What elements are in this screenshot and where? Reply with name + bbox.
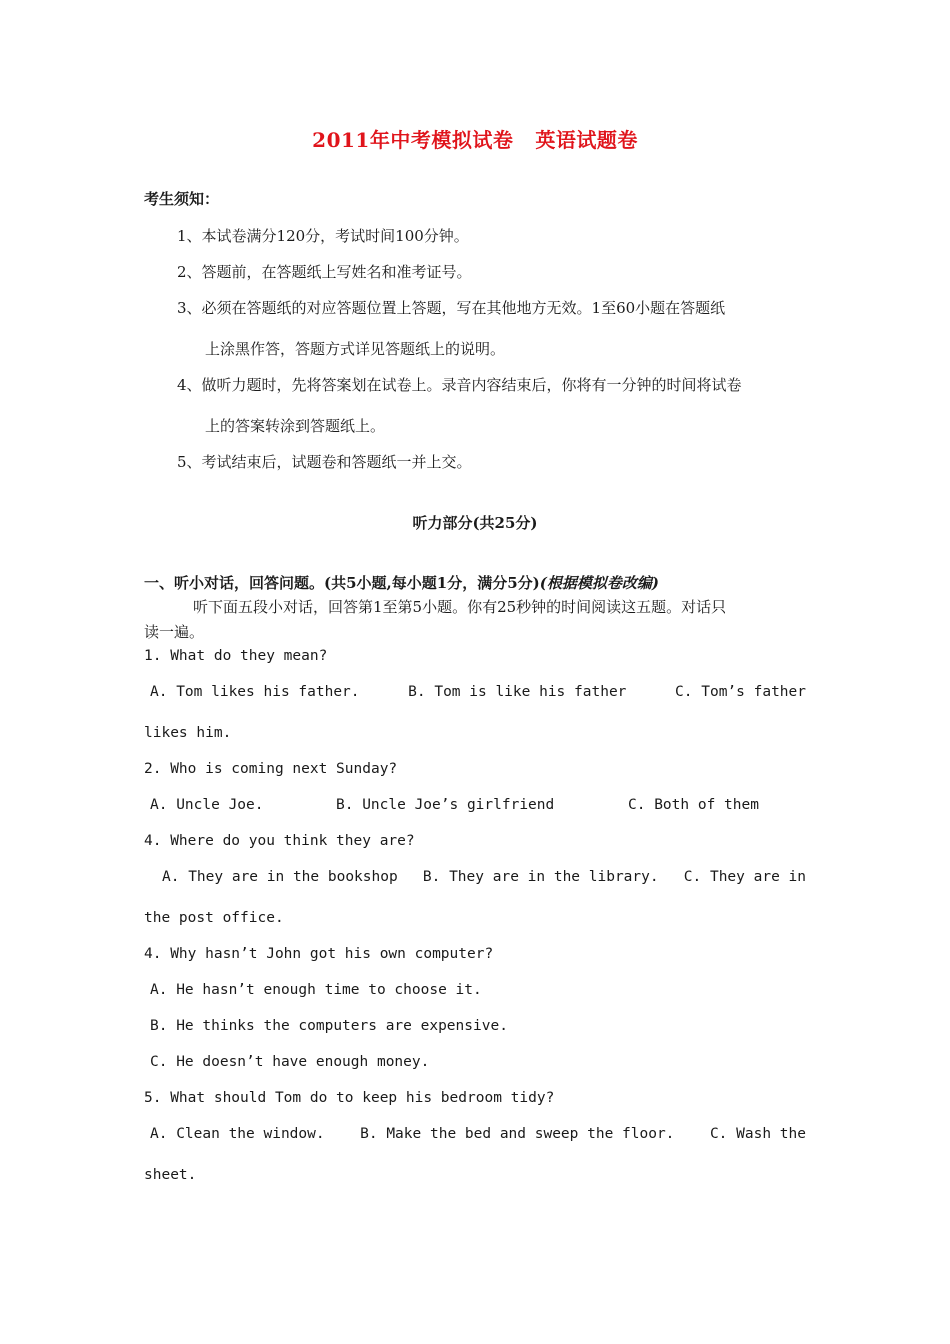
question-5-option-c-cont: sheet.: [144, 1167, 197, 1183]
part-instruction: 听下面五段小对话，回答第1至第5小题。你有25秒钟的时间阅读这五题。对话只: [193, 598, 727, 616]
question-3-options: [162, 869, 806, 885]
question-2-stem: 2. Who is coming next Sunday?: [144, 761, 398, 777]
question-1-stem: 1. What do they mean?: [144, 648, 328, 664]
question-1-option-c-cont: likes him.: [144, 725, 232, 741]
notice-heading: 考生须知：: [144, 190, 220, 208]
question-3-option-c-cont: the post office.: [144, 910, 284, 926]
notice-item-3-cont: 上涂黑作答，答题方式详见答题纸上的说明。: [205, 340, 506, 358]
notice-item-2: 2、答题前，在答题纸上写姓名和准考证号。: [177, 263, 472, 281]
page-title: [0, 124, 950, 153]
question-4-option-a: A. He hasn’t enough time to choose it.: [150, 982, 482, 998]
question-3-option-a: A. They are in the bookshop: [162, 869, 398, 885]
title-main: 2011年中考模拟试卷: [312, 128, 514, 152]
question-5-option-b: B. Make the bed and sweep the floor.: [360, 1126, 675, 1142]
question-5-option-c: C. Wash the: [709, 1126, 806, 1142]
question-3-stem: 4. Where do you think they are?: [144, 833, 415, 849]
question-3-option-c: C. They are in: [683, 869, 806, 885]
question-1-option-a: A. Tom likes his father.: [150, 684, 360, 700]
question-2-option-a: A. Uncle Joe.: [150, 797, 264, 813]
part-heading-note: (根据模拟卷改编): [539, 574, 659, 592]
question-5-stem: 5. What should Tom do to keep his bedroom tidy?: [144, 1090, 555, 1106]
notice-item-4-cont: 上的答案转涂到答题纸上。: [205, 417, 386, 435]
question-2-option-b: B. Uncle Joe’s girlfriend: [336, 797, 555, 813]
notice-item-1: 1、本试卷满分120分，考试时间100分钟。: [177, 227, 469, 245]
question-1-options: [150, 684, 806, 700]
notice-item-4: 4、做听力题时，先将答案划在试卷上。录音内容结束后，你将有一分钟的时间将试卷: [177, 376, 742, 394]
title-sub: 英语试题卷: [535, 128, 638, 152]
part-instruction-cont: 读一遍。: [144, 623, 205, 641]
notice-item-5: 5、考试结束后，试题卷和答题纸一并上交。: [177, 453, 472, 471]
part-heading: [144, 572, 659, 593]
question-1-option-c: C. Tom’s father: [675, 684, 806, 700]
question-3-option-b: B. They are in the library.: [422, 869, 659, 885]
section-title: 听力部分(共25分): [412, 514, 538, 532]
question-1-option-b: B. Tom is like his father: [408, 684, 627, 700]
question-5-option-a: A. Clean the window.: [150, 1126, 325, 1142]
question-4-option-c: C. He doesn’t have enough money.: [150, 1054, 430, 1070]
notice-item-3: 3、必须在答题纸的对应答题位置上答题，写在其他地方无效。1至60小题在答题纸: [177, 299, 726, 317]
question-5-options: [150, 1126, 806, 1142]
question-4-option-b: B. He thinks the computers are expensive.: [150, 1018, 508, 1034]
question-4-stem: 4. Why hasn’t John got his own computer?: [144, 946, 494, 962]
question-2-option-c: C. Both of them: [628, 797, 759, 813]
part-heading-text: 一、听小对话，回答问题。(共5小题,每小题1分，满分5分): [144, 574, 540, 592]
